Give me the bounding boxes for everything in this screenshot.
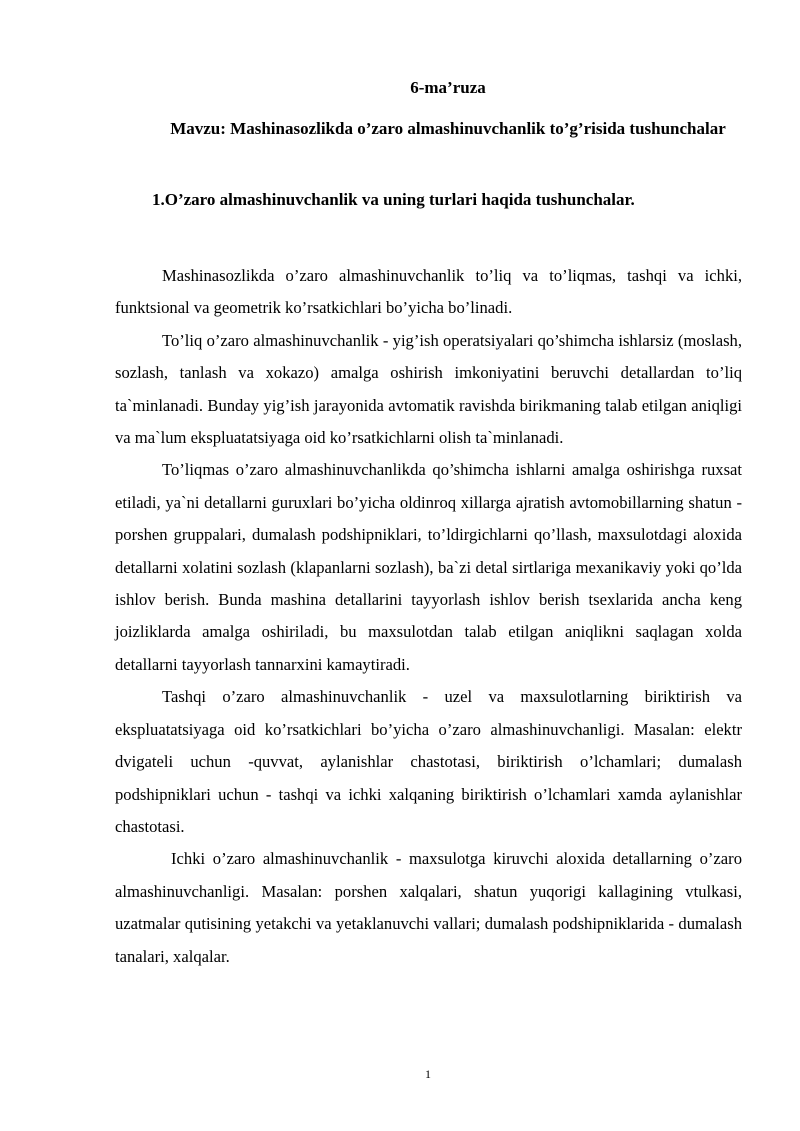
page-number: 1 bbox=[425, 1067, 431, 1081]
lecture-number: 6-ma’ruza bbox=[410, 78, 486, 97]
topic-title: Mavzu: Mashinasozlikda o’zaro almashinuvchanlik to’g’risida tushunchalar bbox=[170, 119, 726, 138]
paragraph-classification: Mashinasozlikda o’zaro almashinuvchanlik to’liq va to’liqmas, tashqi va ichki, funktsional va geometrik ko’rsatkichlari bo’yicha bo’linadi. bbox=[115, 266, 742, 318]
paragraph-full-interchangeability: To’liq o’zaro almashinuvchanlik - yig’ish operatsiyalari qo’shimcha ishlarsiz (moslash, sozlash, tanlash va xokazo) amalga oshirish imkoniyatini beruvchi detallardan to’liq ta`minlanadi. Bunday yig’ish jarayonida avtomatik ravishda birikmaning talab etilgan aniqligi va ma`lum ekspluatatsiyaga oid ko’rsatkichlarni olish ta`minlanadi. bbox=[115, 330, 742, 448]
paragraph-partial-interchangeability: To’liqmas o’zaro almashinuvchanlikda qo’shimcha ishlarni amalga oshirishga ruxsat etiladi, ya`ni detallarni guruxlari bo’yicha oldinroq xillarga ajratish avtomobillarning shatun - porshen gruppalari, dumalash podshipniklari, to’ldirgichlarni qo’llash, maxsulotdagi aloxida detallarni xolatini sozlash (klapanlarni sozlash), ba`zi detal sirtlariga mexanikaviy yoki qo’lda ishlov berish. Bunda mashina detallarini tayyorlash ishlov berish tsexlarida ancha keng joizliklarda amalga oshiriladi, bu maxsulotdan talab etilgan aniqlikni saqlagan xolda detallarni tayyorlash tannarxini kamaytiradi. bbox=[115, 460, 742, 674]
paragraph-external-interchangeability: Tashqi o’zaro almashinuvchanlik - uzel va maxsulotlarning biriktirish va ekspluatatsiyaga oid ko’rsatkichlari bo’yicha o’zaro almashinuvchanligi. Masalan: elektr dvigateli uchun -quvvat, aylanishlar chastotasi, biriktirish o’lchamlari; dumalash podshipniklari uchun - tashqi va ichki xalqaning biriktirish o’lchamlari xamda aylanishlar chastotasi. bbox=[115, 687, 742, 836]
body-text bbox=[115, 260, 742, 973]
section-heading: 1.O’zaro almashinuvchanlik va uning turlari haqida tushunchalar. bbox=[152, 190, 635, 209]
paragraph-internal-interchangeability: Ichki o’zaro almashinuvchanlik - maxsulotga kiruvchi aloxida detallarning o’zaro almashinuvchanligi. Masalan: porshen xalqalari, shatun yuqorigi kallagining vtulkasi, uzatmalar qutisining yetakchi va yetaklanuvchi vallari; dumalash podshipniklarida - dumalash tanalari, xalqalar. bbox=[115, 849, 742, 966]
